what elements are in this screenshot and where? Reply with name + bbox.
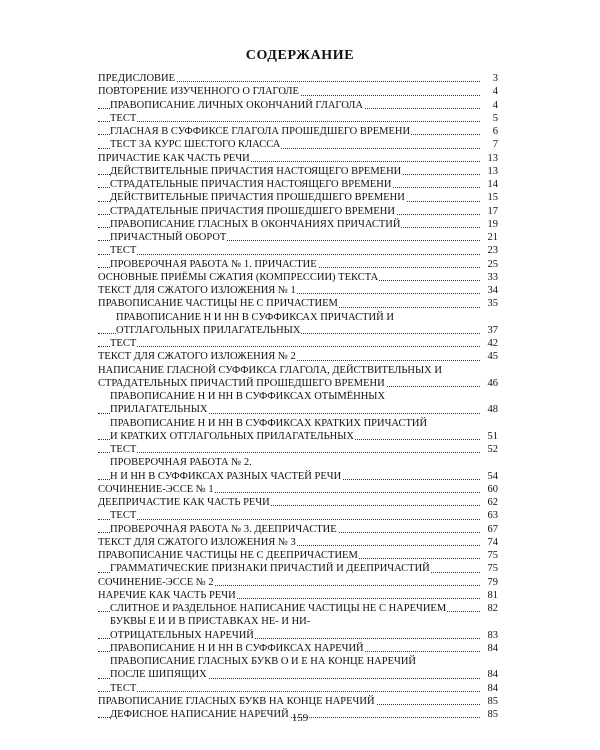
toc-entry-page: 45 — [480, 350, 498, 363]
toc-entry — [98, 112, 498, 125]
toc-entry-title: ПОВТОРЕНИЕ ИЗУЧЕННОГО О ГЛАГОЛЕ — [98, 86, 299, 98]
toc-entry — [98, 377, 498, 390]
toc-entry-page: 5 — [480, 112, 498, 125]
toc-entry-title: ТЕКСТ ДЛЯ СЖАТОГО ИЗЛОЖЕНИЯ № 2 — [98, 351, 296, 363]
toc-entry-title: ТЕСТ ЗА КУРС ШЕСТОГО КЛАССА — [110, 139, 281, 151]
toc-entry-page: 13 — [480, 152, 498, 165]
table-of-contents — [98, 72, 498, 721]
toc-entry — [98, 165, 498, 178]
toc-entry-page: 67 — [480, 523, 498, 536]
toc-entry-title: ПРИЧАСТИЕ КАК ЧАСТЬ РЕЧИ — [98, 152, 250, 164]
toc-entry-title: ПРЕДИСЛОВИЕ — [98, 73, 176, 84]
toc-entry — [98, 629, 498, 642]
toc-entry-title: ТЕСТ — [110, 245, 137, 257]
toc-entry-title: ТЕСТ — [110, 338, 137, 349]
toc-entry — [98, 483, 498, 496]
toc-entry — [98, 350, 498, 363]
toc-entry — [98, 311, 498, 324]
toc-entry — [98, 178, 498, 191]
toc-entry — [98, 523, 498, 536]
toc-entry-page: 48 — [480, 403, 498, 416]
toc-entry-title: ПРАВОПИСАНИЕ Н И НН В СУФФИКСАХ КРАТКИХ ПРИЧАСТИЙ — [110, 417, 428, 429]
toc-entry-page: 34 — [480, 284, 498, 297]
toc-entry — [98, 549, 498, 562]
toc-entry-title: ПРАВОПИСАНИЕ Н И НН В СУФФИКСАХ ОТЫМЁННЫХ — [110, 391, 386, 402]
toc-entry-page: 23 — [480, 244, 498, 257]
toc-entry-title: ПРАВОПИСАНИЕ Н И НН В СУФФИКСАХ НАРЕЧИЙ — [110, 642, 364, 654]
toc-entry-page: 85 — [480, 695, 498, 708]
dot-leader — [98, 519, 480, 520]
toc-entry-page: 81 — [480, 589, 498, 602]
toc-entry-title: ТЕКСТ ДЛЯ СЖАТОГО ИЗЛОЖЕНИЯ № 3 — [98, 536, 296, 548]
toc-entry-title: ДЕЙСТВИТЕЛЬНЫЕ ПРИЧАСТИЯ ПРОШЕДШЕГО ВРЕМЕНИ — [110, 192, 405, 204]
toc-entry — [98, 271, 498, 284]
toc-entry-title: ОТГЛАГОЛЬНЫХ ПРИЛАГАТЕЛЬНЫХ — [116, 324, 301, 336]
toc-entry-page: 63 — [480, 509, 498, 522]
toc-entry — [98, 417, 498, 430]
toc-entry — [98, 231, 498, 244]
toc-entry — [98, 682, 498, 695]
toc-entry-page: 15 — [480, 191, 498, 204]
toc-entry-title: И КРАТКИХ ОТГЛАГОЛЬНЫХ ПРИЛАГАТЕЛЬНЫХ — [110, 430, 354, 442]
toc-entry — [98, 297, 498, 310]
toc-entry-page: 79 — [480, 576, 498, 589]
toc-entry-title: НАПИСАНИЕ ГЛАСНОЙ СУФФИКСА ГЛАГОЛА, ДЕЙСТВИТЕЛЬНЫХ И — [98, 364, 442, 376]
toc-entry — [98, 589, 498, 602]
toc-entry-title: ПРОВЕРОЧНАЯ РАБОТА № 1. ПРИЧАСТИЕ — [110, 258, 317, 270]
toc-entry-title: ОСНОВНЫЕ ПРИЁМЫ СЖАТИЯ (КОМПРЕССИИ) ТЕКСТА — [98, 271, 379, 283]
toc-entry — [98, 191, 498, 204]
dot-leader — [98, 691, 480, 692]
toc-entry-page: 74 — [480, 536, 498, 549]
toc-entry — [98, 390, 498, 403]
toc-entry-page: 82 — [480, 602, 498, 615]
toc-entry-page: 54 — [480, 470, 498, 483]
toc-entry-page: 75 — [480, 549, 498, 562]
toc-entry-title: БУКВЫ Е И И В ПРИСТАВКАХ НЕ- И НИ- — [110, 616, 311, 628]
toc-entry-title: ПРОВЕРОЧНАЯ РАБОТА № 3. ДЕЕПРИЧАСТИЕ — [110, 523, 337, 535]
toc-entry — [98, 324, 498, 337]
toc-entry — [98, 218, 498, 231]
toc-entry-page: 84 — [480, 668, 498, 681]
dot-leader — [98, 121, 480, 122]
toc-entry-page: 75 — [480, 562, 498, 575]
toc-entry — [98, 403, 498, 416]
toc-entry — [98, 602, 498, 615]
page-title: СОДЕРЖАНИЕ — [245, 48, 355, 63]
toc-entry — [98, 258, 498, 271]
toc-entry-page: 14 — [480, 178, 498, 191]
toc-entry-page: 35 — [480, 297, 498, 310]
toc-entry-page: 52 — [480, 443, 498, 456]
toc-entry-title: ПРАВОПИСАНИЕ ЛИЧНЫХ ОКОНЧАНИЙ ГЛАГОЛА — [110, 99, 363, 111]
toc-entry-title: ТЕСТ — [110, 682, 137, 694]
toc-entry — [98, 85, 498, 98]
toc-entry — [98, 655, 498, 668]
toc-entry-title: ПРАВОПИСАНИЕ ГЛАСНЫХ БУКВ НА КОНЦЕ НАРЕЧИЙ — [98, 695, 375, 707]
toc-entry-title: Н И НН В СУФФИКСАХ РАЗНЫХ ЧАСТЕЙ РЕЧИ — [110, 470, 342, 482]
toc-entry-title: ДЕЙСТВИТЕЛЬНЫЕ ПРИЧАСТИЯ НАСТОЯЩЕГО ВРЕМЕНИ — [110, 165, 402, 177]
toc-entry — [98, 205, 498, 218]
toc-entry — [98, 284, 498, 297]
toc-entry — [98, 152, 498, 165]
toc-entry — [98, 337, 498, 350]
toc-entry-title: ПРАВОПИСАНИЕ ГЛАСНЫХ В ОКОНЧАНИЯХ ПРИЧАСТИЙ — [110, 218, 401, 230]
toc-entry-page: 13 — [480, 165, 498, 178]
toc-entry — [98, 509, 498, 522]
toc-entry — [98, 443, 498, 456]
toc-entry — [98, 99, 498, 112]
toc-entry-page: 4 — [480, 85, 498, 98]
toc-entry — [98, 456, 498, 469]
toc-entry — [98, 430, 498, 443]
toc-entry-title: ТЕСТ — [110, 444, 137, 455]
toc-entry-title: НАРЕЧИЕ КАК ЧАСТЬ РЕЧИ — [98, 589, 236, 601]
toc-entry-page: 19 — [480, 218, 498, 231]
toc-entry — [98, 244, 498, 257]
toc-entry-page: 51 — [480, 430, 498, 443]
toc-entry — [98, 470, 498, 483]
dot-leader — [98, 452, 480, 453]
toc-entry — [98, 138, 498, 151]
toc-entry-page: 62 — [480, 496, 498, 509]
toc-entry — [98, 695, 498, 708]
toc-entry-page: 42 — [480, 337, 498, 350]
toc-entry-page: 85 — [480, 708, 498, 721]
dot-leader — [98, 346, 480, 347]
toc-entry-page: 46 — [480, 377, 498, 390]
toc-entry-title: СОЧИНЕНИЕ-ЭССЕ № 1 — [98, 483, 214, 495]
toc-entry — [98, 72, 498, 85]
page-number: 159 — [291, 712, 309, 724]
toc-entry-title: ГРАММАТИЧЕСКИЕ ПРИЗНАКИ ПРИЧАСТИЙ И ДЕЕПРИЧАСТИЙ — [110, 563, 430, 575]
toc-entry-page: 4 — [480, 99, 498, 112]
toc-entry — [98, 364, 498, 377]
toc-entry — [98, 615, 498, 628]
toc-entry-title: ПРАВОПИСАНИЕ ЧАСТИЦЫ НЕ С ДЕЕПРИЧАСТИЕМ — [98, 550, 358, 561]
toc-entry-page: 17 — [480, 205, 498, 218]
dot-leader — [98, 254, 480, 255]
toc-entry-title: ГЛАСНАЯ В СУФФИКСЕ ГЛАГОЛА ПРОШЕДШЕГО ВРЕМЕНИ — [110, 126, 411, 137]
toc-entry-title: ТЕКСТ ДЛЯ СЖАТОГО ИЗЛОЖЕНИЯ № 1 — [98, 285, 296, 296]
toc-entry-page: 25 — [480, 258, 498, 271]
toc-entry — [98, 642, 498, 655]
toc-entry-page: 6 — [480, 125, 498, 138]
toc-entry — [98, 125, 498, 138]
toc-entry-page: 3 — [480, 72, 498, 85]
toc-entry-title: ДЕФИСНОЕ НАПИСАНИЕ НАРЕЧИЙ — [110, 709, 289, 720]
toc-entry-title: СТРАДАТЕЛЬНЫЕ ПРИЧАСТИЯ ПРОШЕДШЕГО ВРЕМЕНИ — [110, 205, 395, 217]
toc-entry — [98, 576, 498, 589]
toc-entry-title: СОЧИНЕНИЕ-ЭССЕ № 2 — [98, 576, 214, 588]
toc-entry-page: 33 — [480, 271, 498, 284]
toc-entry-page: 84 — [480, 642, 498, 655]
toc-entry-title: ПРАВОПИСАНИЕ ГЛАСНЫХ БУКВ О И Е НА КОНЦЕ НАРЕЧИЙ — [110, 656, 417, 667]
toc-entry-title: ТЕСТ — [110, 510, 137, 522]
toc-entry — [98, 496, 498, 509]
toc-entry-title: СТРАДАТЕЛЬНЫХ ПРИЧАСТИЙ ПРОШЕДШЕГО ВРЕМЕНИ — [98, 377, 385, 389]
toc-entry — [98, 562, 498, 575]
toc-entry-page: 21 — [480, 231, 498, 244]
toc-entry-title: СЛИТНОЕ И РАЗДЕЛЬНОЕ НАПИСАНИЕ ЧАСТИЦЫ НЕ С НАРЕЧИЕМ — [110, 603, 447, 614]
toc-entry-title: ОТРИЦАТЕЛЬНЫХ НАРЕЧИЙ — [110, 629, 254, 641]
toc-entry — [98, 668, 498, 681]
toc-entry-title: ПРИЛАГАТЕЛЬНЫХ — [110, 404, 208, 416]
toc-entry-title: ПРАВОПИСАНИЕ Н И НН В СУФФИКСАХ ПРИЧАСТИЙ И — [116, 311, 394, 323]
toc-entry-title: ПОСЛЕ ШИПЯЩИХ — [110, 669, 207, 681]
toc-entry-title: СТРАДАТЕЛЬНЫЕ ПРИЧАСТИЯ НАСТОЯЩЕГО ВРЕМЕНИ — [110, 179, 392, 190]
toc-entry-title: ТЕСТ — [110, 112, 137, 124]
toc-entry-page: 83 — [480, 629, 498, 642]
toc-entry-page: 84 — [480, 682, 498, 695]
toc-entry-title: ПРОВЕРОЧНАЯ РАБОТА № 2. — [110, 457, 252, 469]
toc-entry — [98, 536, 498, 549]
toc-entry-page: 60 — [480, 483, 498, 496]
toc-entry-title: ДЕЕПРИЧАСТИЕ КАК ЧАСТЬ РЕЧИ — [98, 497, 270, 508]
toc-entry-page: 37 — [480, 324, 498, 337]
toc-entry-title: ПРИЧАСТНЫЙ ОБОРОТ — [110, 232, 227, 243]
toc-entry-title: ПРАВОПИСАНИЕ ЧАСТИЦЫ НЕ С ПРИЧАСТИЕМ — [98, 298, 338, 310]
toc-entry-page: 7 — [480, 138, 498, 151]
